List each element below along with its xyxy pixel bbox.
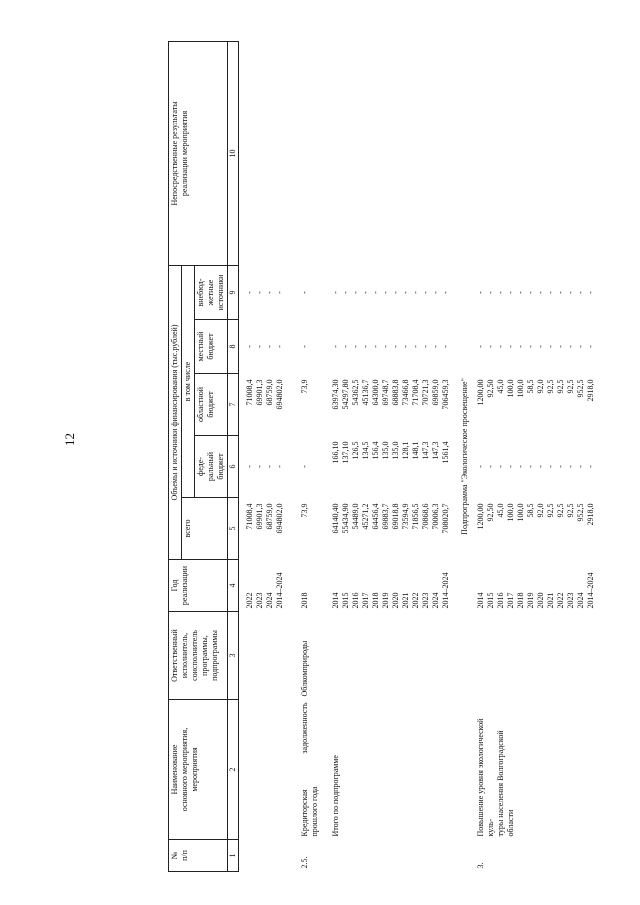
colnum: 1 (228, 840, 239, 872)
colnum: 5 (228, 498, 239, 560)
block1-extra: - - - - (245, 291, 284, 294)
colnum: 2 (228, 700, 239, 840)
header-funding: Объемы и источники финансирования (тыс.рублей) (169, 265, 182, 559)
colnum: 7 (228, 374, 239, 436)
table-row (286, 41, 321, 871)
colnum: 4 (228, 560, 239, 612)
row3-total: 1200,00 92,50 45,0 100,0 100,0 58,5 92,0 92,5 92,5 92,5 952,5 2918,0 (476, 503, 595, 530)
subtotal-regional: 63974,30 54297,80 54362,5 45136,7 64300,0 69748,7 68883,8 73466,8 71708,4 70721,3 69859,0 706459,3 (331, 379, 450, 410)
colnum: 3 (228, 612, 239, 700)
row-extra: - (300, 291, 309, 294)
row-total: 73,9 (300, 503, 309, 518)
block1-federal: - - - - (245, 465, 284, 468)
table-row (239, 41, 287, 871)
block1-years: 2022 2023 2024 2014–2024 (245, 572, 284, 609)
row3-federal: - - - - - - - - - - - - (476, 465, 595, 468)
funding-table (168, 41, 597, 872)
row-regional: 73,9 (300, 379, 309, 394)
header-regional: областной бюджет (195, 374, 228, 436)
colnum: 9 (228, 265, 239, 319)
row-executor: Облкомприроды (300, 640, 309, 697)
subtotal-years: 2014 2015 2016 2017 2018 2019 2020 2021 2022 2023 2024 2014–2024 (331, 572, 450, 609)
row-name: Кредиторская задолженность прошлого года (300, 702, 319, 837)
row3-regional: 1200,00 92,50 45,0 100,0 100,0 58,5 92,0 92,5 92,5 92,5 952,5 2918,0 (476, 379, 595, 406)
row-number: 2.5. (300, 856, 309, 869)
row3-local: - - - - - - - - - - - - (476, 345, 595, 348)
subtotal-local: - - - - - - - - - - - - (331, 345, 450, 348)
row-federal: - (300, 465, 309, 468)
header-extra: внебюд- жетные источники (195, 265, 228, 319)
subtotal-label: Итого по подпрограмме (331, 755, 340, 837)
rotated-table-wrapper (168, 42, 638, 872)
subtotal-total: 64140,40 55434,90 54489,0 45271,2 64456,4 69883,7 69018,8 73594,9 71856,5 70868,6 70006,3 708020,7 (331, 503, 450, 534)
colnum: 6 (228, 436, 239, 498)
table-row (452, 41, 475, 871)
header-local: местный бюджет (195, 320, 228, 374)
header-executor: Ответственный исполнитель, соисполнитель программы, подпрограммы (169, 612, 228, 700)
header-including: в том числе (182, 265, 195, 497)
row3-extra: - - - - - - - - - - - - (476, 291, 595, 294)
page-number: 12 (62, 433, 77, 446)
table-row (475, 41, 597, 871)
block1-regional: 71008,4 69901,3 68759,0 694802,0 (245, 379, 284, 410)
table-row (321, 41, 452, 871)
block1-total: 71008,4 69901,3 68759,0 694802,0 (245, 503, 284, 534)
subtotal-extra: - - - - - - - - - - - - (331, 291, 450, 294)
header-year: Год реализации (169, 560, 228, 612)
row-name: Повышение уровня экологической куль- туры населения Волгоградской области (476, 718, 515, 837)
header-total: всего (182, 498, 228, 560)
colnum: 8 (228, 320, 239, 374)
row3-years: 2014 2015 2016 2017 2018 2019 2020 2021 2022 2023 2024 2014–2024 (476, 572, 595, 609)
row-year: 2018 (300, 592, 309, 609)
header-federal: феде- ральный бюджет (195, 436, 228, 498)
row-number: 3. (476, 862, 485, 869)
row-local: - (300, 345, 309, 348)
header-results: Непосредственные результаты реализации мероприятия (169, 41, 228, 265)
header-number: № п/п (169, 840, 228, 872)
colnum: 10 (228, 41, 239, 265)
subtotal-federal: 166,10 137,10 126,5 134,5 156,4 135,0 135,0 128,1 148,1 147,3 147,3 1561,4 (331, 441, 450, 464)
subprogram-title: Подпрограмма "Экологическое просвещение" (460, 378, 469, 535)
block1-local: - - - - (245, 345, 284, 348)
column-numbers-row (228, 41, 239, 871)
header-name: Наименование основного мероприятия, мероприятия (169, 700, 228, 840)
